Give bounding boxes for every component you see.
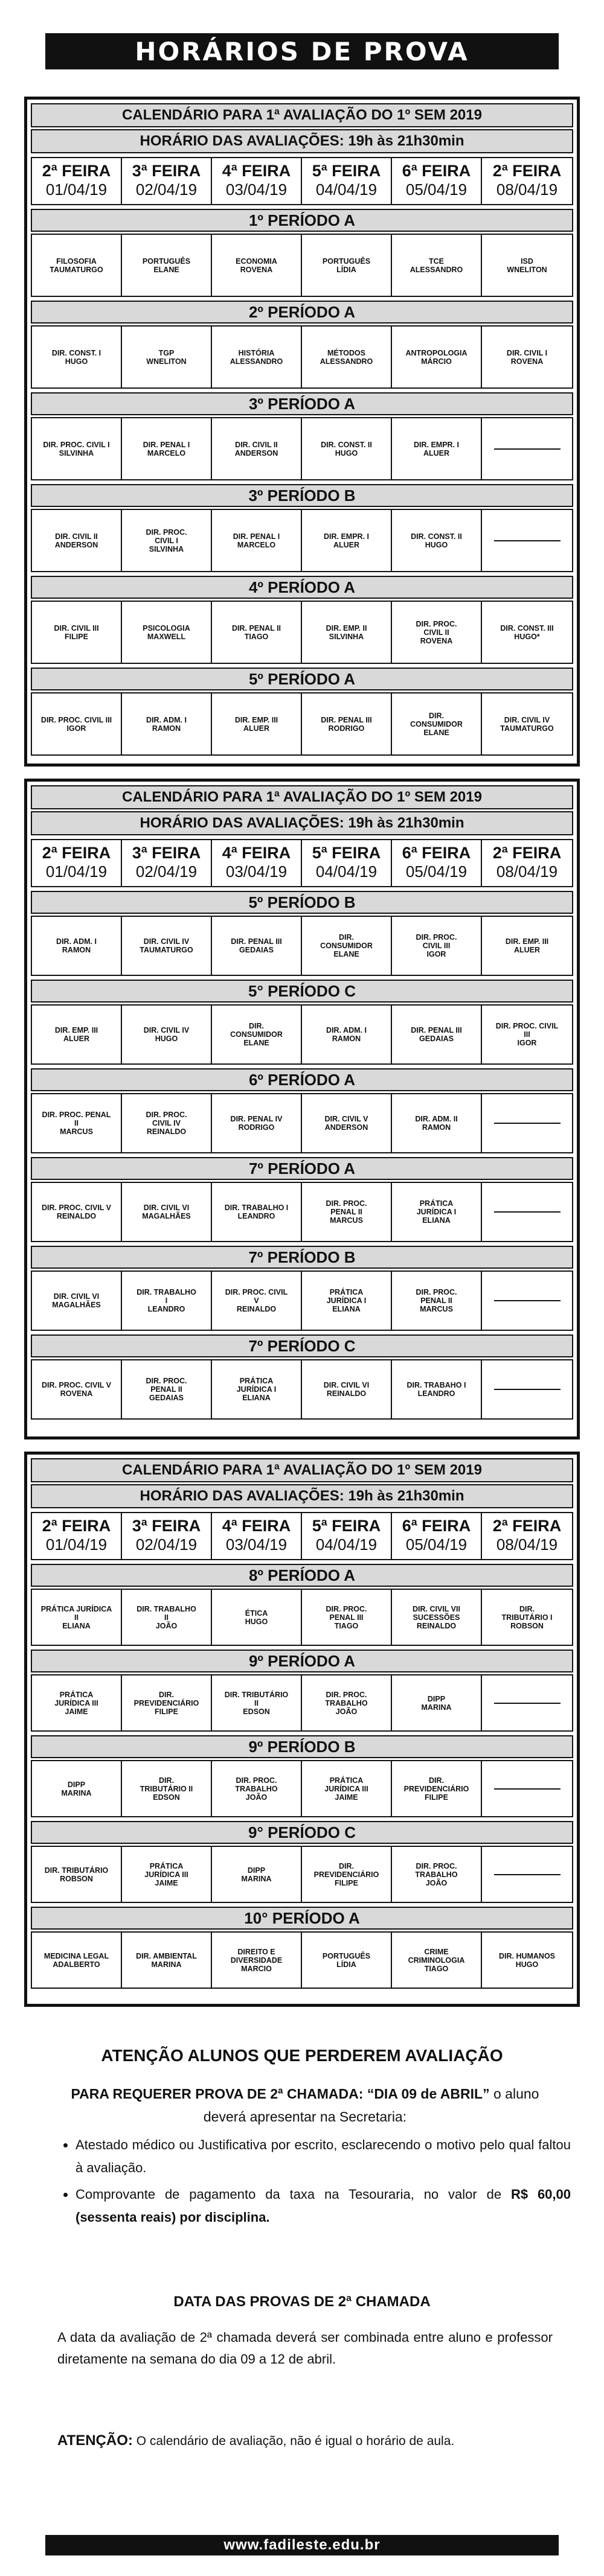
period-row	[31, 325, 573, 389]
exam-cell: DIR. PENAL IV RODRIGO	[212, 1094, 302, 1152]
exam-cell: DIR. PROC. CIVIL IV REINALDO	[122, 1094, 212, 1152]
weekday-date: 02/04/19	[135, 180, 198, 199]
exam-cell: DIR. CIVIL IV TAUMATURGO	[500, 715, 554, 733]
exam-cell: DIR. CIVIL VII SUCESSÕES REINALDO	[392, 1590, 482, 1645]
period-title: 2º PERÍODO A	[31, 301, 573, 324]
exam-cell: DIR. PROC. TRABALHO JOÃO	[392, 1847, 482, 1902]
exam-cell: DIR. PENAL I MARCELO	[122, 418, 212, 479]
period-title: 5° PERÍODO C	[31, 980, 573, 1003]
exam-cell: DIR. CIVIL VI REINALDO	[302, 1360, 392, 1418]
exam-cell: DIR. CONST. II HUGO	[302, 418, 392, 479]
exam-cell: ECONOMIA ROVENA	[212, 235, 302, 296]
weekday-name: 2ª FEIRA	[42, 162, 111, 180]
exam-cell: DIR. CIVIL III FILIPE	[32, 602, 122, 663]
calendar-title: CALENDÁRIO PARA 1ª AVALIAÇÃO DO 1º SEM 2019	[31, 1458, 573, 1482]
exam-cell: DIR. EMP. III ALUER	[505, 937, 549, 954]
weekday-cell	[212, 1513, 302, 1559]
period-title: 5º PERÍODO A	[31, 668, 573, 690]
exam-cell: PRÁTICA JURÍDICA I ELIANA	[302, 1272, 392, 1330]
weekday-cell	[32, 158, 122, 204]
weekday-name: 2ª FEIRA	[492, 162, 562, 180]
exam-cell: PRÁTICA JURÍDICA III JAIME	[122, 1847, 212, 1902]
weekday-date: 03/04/19	[225, 862, 288, 881]
period-title: 3º PERÍODO A	[31, 392, 573, 415]
weekday-header	[31, 1512, 573, 1560]
calendar-title: CALENDÁRIO PARA 1ª AVALIAÇÃO DO 1º SEM 2019	[31, 785, 573, 809]
exam-cell: DIR. PENAL III GEDAIAS	[392, 1006, 482, 1063]
schedule-block-3	[24, 1452, 580, 2007]
period-title: 7º PERÍODO B	[31, 1246, 573, 1269]
exam-cell: DIR. ADM. I RAMON	[32, 917, 122, 975]
exam-cell: MEDICINA LEGAL ADALBERTO	[32, 1933, 122, 1988]
exam-cell: DIR. CONSUMIDOR ELANE	[212, 1006, 302, 1063]
weekday-cell	[482, 1513, 572, 1559]
weekday-name: 3ª FEIRA	[132, 1517, 201, 1535]
period-title: 8º PERÍODO A	[31, 1564, 573, 1587]
exam-cell	[482, 1272, 572, 1330]
exam-cell: DIR. PROC. CIVIL I SILVINHA	[122, 510, 212, 571]
period-row	[31, 1674, 573, 1732]
empty-slot-line	[494, 1300, 561, 1301]
weekday-date: 05/04/19	[405, 180, 467, 199]
weekday-date: 04/04/19	[315, 1535, 378, 1554]
exam-cell: DIR. TRABALHO II JOÃO	[122, 1590, 212, 1645]
footer-website[interactable]: www.fadileste.edu.br	[45, 2535, 559, 2555]
exam-cell: ISD WNELITON	[507, 257, 547, 274]
exam-cell: DIR. EMPR. I ALUER	[302, 510, 392, 571]
exam-cell: PRÁTICA JURÍDICA III JAIME	[302, 1761, 392, 1816]
notice-request-rest: o aluno deverá apresentar na Secretaria:	[203, 2086, 539, 2125]
weekday-cell	[482, 158, 572, 204]
weekday-date: 05/04/19	[405, 862, 467, 881]
exam-cell: DIR. PROC. CIVIL V REINALDO	[212, 1272, 302, 1330]
exam-cell: DIR. PROC. PENAL II GEDAIAS	[122, 1360, 212, 1418]
period-row	[31, 1846, 573, 1903]
exam-cell: PRÁTICA JURÍDICA I ELIANA	[212, 1360, 302, 1418]
exam-cell: DIR. CIVIL VI MAGALHÃES	[32, 1272, 122, 1330]
weekday-cell	[392, 840, 482, 886]
empty-slot-line	[494, 448, 561, 450]
period-title: 1º PERÍODO A	[31, 209, 573, 232]
weekday-name: 3ª FEIRA	[132, 162, 201, 180]
exam-cell: HISTÓRIA ALESSANDRO	[212, 327, 302, 387]
exam-cell: DIPP MARINA	[392, 1675, 482, 1730]
exam-cell	[482, 1094, 572, 1152]
exam-cell: DIR. PROC. CIVIL II ROVENA	[392, 602, 482, 663]
exam-cell: DIR. CONST. III HUGO*	[500, 623, 554, 641]
exam-cell: DIREITO E DIVERSIDADE MARCIO	[212, 1933, 302, 1988]
weekday-cell	[122, 840, 212, 886]
period-row	[31, 1182, 573, 1242]
exam-hours: HORÁRIO DAS AVALIAÇÕES: 19h às 21h30min	[31, 1484, 573, 1508]
exam-cell: DIR. PENAL I MARCELO	[212, 510, 302, 571]
weekday-date: 01/04/19	[45, 1535, 108, 1554]
notice-item-2	[76, 2183, 571, 2229]
weekday-header	[31, 157, 573, 205]
exam-cell: PRÁTICA JURÍDICA I ELIANA	[392, 1183, 482, 1241]
notice-request-bold: PARA REQUERER PROVA DE 2ª CHAMADA: “DIA 09 de ABRIL”	[71, 2086, 490, 2102]
notice-request	[57, 2082, 553, 2128]
period-row	[31, 1270, 573, 1331]
exam-cell	[482, 418, 572, 479]
notice-item-2-text: Comprovante de pagamento da taxa na Tesouraria, no valor de	[76, 2187, 511, 2202]
exam-cell	[482, 1183, 572, 1241]
weekday-date: 03/04/19	[225, 1535, 288, 1554]
exam-cell: DIR. CONST. II HUGO	[392, 510, 482, 571]
exam-cell: TCE ALESSANDRO	[392, 235, 482, 296]
notice-item-1: • Atestado médico ou Justificativa por escrito, esclarecendo o motivo pelo qual faltou à avaliação.	[76, 2134, 571, 2179]
period-row	[31, 1359, 573, 1420]
exam-cell: DIR. AMBIENTAL MARINA	[122, 1933, 212, 1988]
period-row	[31, 916, 573, 976]
period-row	[31, 601, 573, 664]
period-row	[31, 1093, 573, 1153]
notice-title: ATENÇÃO ALUNOS QUE PERDEREM AVALIAÇÃO	[101, 2046, 503, 2065]
weekday-name: 2ª FEIRA	[492, 1517, 562, 1535]
exam-cell: DIPP MARINA	[212, 1847, 302, 1902]
period-row	[31, 1589, 573, 1646]
exam-cell: DIR. PROC. CIVIL III IGOR	[392, 917, 482, 975]
exam-cell	[482, 1675, 572, 1730]
empty-slot-line	[494, 1123, 561, 1124]
empty-slot-line	[494, 1211, 561, 1213]
exam-cell: DIR. CIVIL V ANDERSON	[302, 1094, 392, 1152]
weekday-cell	[32, 840, 122, 886]
exam-cell: DIR. PROC. PENAL II MARCUS	[32, 1094, 122, 1152]
weekday-cell	[392, 158, 482, 204]
weekday-date: 04/04/19	[315, 180, 378, 199]
weekday-name: 4ª FEIRA	[222, 1517, 291, 1535]
period-title: 6º PERÍODO A	[31, 1068, 573, 1091]
second-call-dates-title: DATA DAS PROVAS DE 2ª CHAMADA	[173, 2294, 431, 2310]
weekday-name: 5ª FEIRA	[312, 1517, 381, 1535]
period-row	[31, 1760, 573, 1817]
exam-cell: DIR. PROC. CIVIL I SILVINHA	[32, 418, 122, 479]
weekday-cell	[122, 158, 212, 204]
empty-slot-line	[494, 540, 561, 541]
weekday-cell	[482, 840, 572, 886]
weekday-name: 6ª FEIRA	[402, 1517, 471, 1535]
weekday-date: 04/04/19	[315, 862, 378, 881]
weekday-name: 4ª FEIRA	[222, 844, 291, 862]
notice-requirements-list	[57, 2134, 571, 2233]
period-row	[31, 692, 573, 756]
exam-cell: DIR. TRIBUTÁRIO II EDSON	[212, 1675, 302, 1730]
exam-cell: DIR. CONSUMIDOR ELANE	[302, 917, 392, 975]
period-title: 9° PERÍODO C	[31, 1821, 573, 1844]
weekday-cell	[392, 1513, 482, 1559]
notice-item-2-bold: R$ 60,00 (sessenta reais) por disciplina.	[76, 2187, 571, 2225]
weekday-date: 03/04/19	[225, 180, 288, 199]
weekday-date: 08/04/19	[496, 1535, 558, 1554]
schedule-block-2	[24, 779, 580, 1439]
exam-cell: DIR. ADM. I RAMON	[302, 1006, 392, 1063]
exam-cell: DIR. TRABALHO I LEANDRO	[122, 1272, 212, 1330]
weekday-date: 01/04/19	[45, 180, 108, 199]
exam-cell: DIR. PROC. PENAL II MARCUS	[392, 1272, 482, 1330]
exam-cell: DIR. PENAL III GEDAIAS	[212, 917, 302, 975]
period-row	[31, 509, 573, 572]
exam-cell: DIR. ADM. II RAMON	[392, 1094, 482, 1152]
exam-cell: DIR. PROC. CIVIL III IGOR	[32, 693, 122, 754]
exam-cell: DIR. CIVIL VI MAGALHÃES	[122, 1183, 212, 1241]
weekday-date: 05/04/19	[405, 1535, 467, 1554]
period-title: 9º PERÍODO A	[31, 1650, 573, 1672]
period-title: 7º PERÍODO A	[31, 1157, 573, 1180]
exam-cell: DIR. PENAL III RODRIGO	[302, 693, 392, 754]
empty-slot-line	[494, 1874, 561, 1875]
attention-label: ATENÇÃO:	[57, 2432, 133, 2449]
exam-cell: DIR. PREVIDENCIÁRIO FILIPE	[302, 1847, 392, 1902]
weekday-name: 6ª FEIRA	[402, 162, 471, 180]
weekday-name: 3ª FEIRA	[132, 844, 201, 862]
exam-cell: TGP WNELITON	[122, 327, 212, 387]
exam-cell: PORTUGUÊS LÍDIA	[302, 235, 392, 296]
weekday-name: 6ª FEIRA	[402, 844, 471, 862]
weekday-cell	[302, 1513, 392, 1559]
period-title: 10° PERÍODO A	[31, 1907, 573, 1930]
weekday-cell	[302, 840, 392, 886]
weekday-name: 2ª FEIRA	[42, 844, 111, 862]
weekday-date: 01/04/19	[45, 862, 108, 881]
exam-cell: DIR. EMP. III ALUER	[212, 693, 302, 754]
exam-cell: DIR. PREVIDENCIÁRIO FILIPE	[122, 1675, 212, 1730]
exam-cell: MÉTODOS ALESSANDRO	[302, 327, 392, 387]
exam-cell: FILOSOFIA TAUMATURGO	[32, 235, 122, 296]
period-title: 9º PERÍODO B	[31, 1735, 573, 1758]
weekday-name: 5ª FEIRA	[312, 844, 381, 862]
exam-cell: DIR. PREVIDENCIÁRIO FILIPE	[392, 1761, 482, 1816]
exam-cell: DIR. CONSUMIDOR ELANE	[392, 693, 482, 754]
weekday-date: 02/04/19	[135, 862, 198, 881]
weekday-cell	[302, 158, 392, 204]
exam-cell	[482, 510, 572, 571]
weekday-date: 02/04/19	[135, 1535, 198, 1554]
exam-cell: DIR. EMP. II SILVINHA	[302, 602, 392, 663]
weekday-name: 4ª FEIRA	[222, 162, 291, 180]
exam-cell	[482, 1847, 572, 1902]
period-title: 3º PERÍODO B	[31, 484, 573, 507]
weekday-header	[31, 839, 573, 887]
exam-cell	[482, 1360, 572, 1418]
weekday-name: 5ª FEIRA	[312, 162, 381, 180]
weekday-cell	[32, 1513, 122, 1559]
exam-cell: DIR. PROC. PENAL II MARCUS	[302, 1183, 392, 1241]
period-row	[31, 417, 573, 480]
exam-cell: DIR. CIVIL IV TAUMATURGO	[122, 917, 212, 975]
exam-hours: HORÁRIO DAS AVALIAÇÕES: 19h às 21h30min	[31, 811, 573, 835]
exam-cell: DIR. CIVIL II ANDERSON	[212, 418, 302, 479]
empty-slot-line	[494, 1703, 561, 1704]
weekday-cell	[122, 1513, 212, 1559]
second-call-dates-text: A data da avaliação de 2ª chamada deverá ser combinada entre aluno e professor diretamente na semana do dia 09 a 12 de abril.	[57, 2330, 553, 2367]
schedule-block-1	[24, 97, 580, 767]
exam-cell: PRÁTICA JURÍDICA III JAIME	[32, 1675, 122, 1730]
exam-cell: DIR. CIVIL II ANDERSON	[32, 510, 122, 571]
period-title: 5º PERÍODO B	[31, 891, 573, 914]
period-row	[31, 1931, 573, 1989]
exam-cell: DIR. HUMANOS HUGO	[498, 1951, 556, 1969]
exam-cell: DIR. CIVIL IV HUGO	[122, 1006, 212, 1063]
exam-cell: DIR. TRIBUTÁRIO ROBSON	[32, 1847, 122, 1902]
exam-hours: HORÁRIO DAS AVALIAÇÕES: 19h às 21h30min	[31, 129, 573, 153]
exam-cell: DIR. TRIBUTÁRIO II EDSON	[122, 1761, 212, 1816]
exam-cell: PORTUGUÊS LÍDIA	[302, 1933, 392, 1988]
exam-cell: DIR. PROC. PENAL III TIAGO	[302, 1590, 392, 1645]
exam-cell: DIR. EMPR. I ALUER	[392, 418, 482, 479]
exam-cell: DIR. PROC. CIVIL III IGOR	[495, 1022, 559, 1047]
exam-cell: DIR. EMP. III ALUER	[32, 1006, 122, 1063]
weekday-date: 08/04/19	[496, 180, 558, 199]
period-title: 4º PERÍODO A	[31, 576, 573, 599]
exam-cell: DIPP MARINA	[32, 1761, 122, 1816]
empty-slot-line	[494, 1389, 561, 1390]
weekday-cell	[212, 158, 302, 204]
calendar-title: CALENDÁRIO PARA 1ª AVALIAÇÃO DO 1º SEM 2019	[31, 103, 573, 127]
period-row	[31, 1004, 573, 1065]
exam-cell: DIR. CIVIL I ROVENA	[506, 348, 548, 366]
exam-cell: DIR. TRIBUTÁRIO I ROBSON	[501, 1604, 553, 1630]
exam-cell: DIR. ADM. I RAMON	[122, 693, 212, 754]
exam-cell: DIR. PROC. TRABALHO JOÃO	[302, 1675, 392, 1730]
weekday-date: 08/04/19	[496, 862, 558, 881]
exam-cell: DIR. TRABALHO I LEANDRO	[212, 1183, 302, 1241]
exam-cell: ANTROPOLOGIA MÁRCIO	[392, 327, 482, 387]
exam-cell: PSICOLOGIA MAXWELL	[122, 602, 212, 663]
exam-cell: DIR. PROC. CIVIL V ROVENA	[32, 1360, 122, 1418]
exam-cell: DIR. PROC. CIVIL V REINALDO	[32, 1183, 122, 1241]
attention-text: O calendário de avaliação, não é igual o horário de aula.	[132, 2434, 455, 2448]
empty-slot-line	[494, 1788, 561, 1790]
period-row	[31, 234, 573, 297]
period-title: 7º PERÍODO C	[31, 1334, 573, 1357]
exam-cell: DIR. CONST. I HUGO	[32, 327, 122, 387]
weekday-name: 2ª FEIRA	[42, 1517, 111, 1535]
exam-cell: ÉTICA HUGO	[212, 1590, 302, 1645]
exam-cell: DIR. TRABAHO I LEANDRO	[392, 1360, 482, 1418]
exam-cell: PORTUGUÊS ELANE	[122, 235, 212, 296]
weekday-cell	[212, 840, 302, 886]
attention-note	[57, 2432, 553, 2449]
exam-cell: DIR. PENAL II TIAGO	[212, 602, 302, 663]
exam-cell: PRÁTICA JURÍDICA II ELIANA	[32, 1590, 122, 1645]
exam-cell	[482, 1761, 572, 1816]
exam-cell: DIR. PROC. TRABALHO JOÃO	[212, 1761, 302, 1816]
page-banner: HORÁRIOS DE PROVA	[45, 33, 559, 69]
exam-cell: CRIME CRIMINOLOGIA TIAGO	[392, 1933, 482, 1988]
weekday-name: 2ª FEIRA	[492, 844, 562, 862]
